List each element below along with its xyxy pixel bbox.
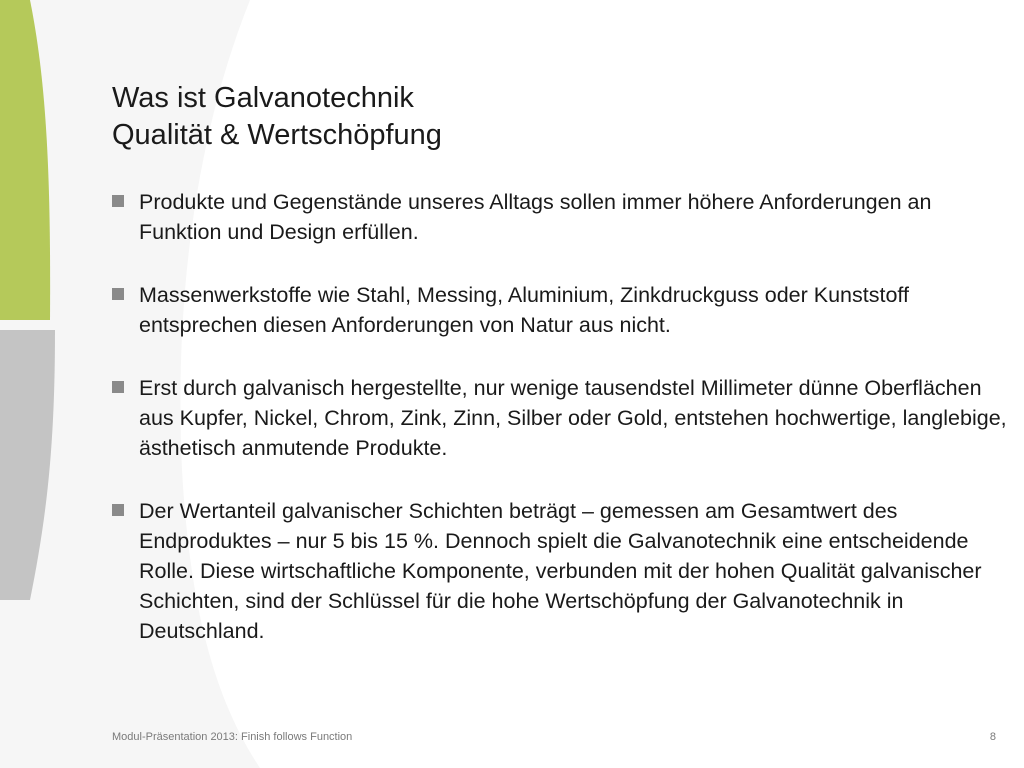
square-bullet-icon — [112, 504, 124, 516]
square-bullet-icon — [112, 381, 124, 393]
bullet-text: Massenwerkstoffe wie Stahl, Messing, Aluminium, Zinkdruckguss oder Kunststoff entsprechen diesen Anforderungen von Natur aus nicht. — [139, 283, 909, 337]
bullet-text: Erst durch galvanisch hergestellte, nur wenige tausendstel Millimeter dünne Oberflächen aus Kupfer, Nickel, Chrom, Zink, Zinn, Silber oder Gold, entstehen hochwertige, langlebige, ästhetisch anmutende Produkte. — [139, 376, 1007, 460]
title-line-2: Qualität & Wertschöpfung — [112, 119, 442, 151]
bullet-item — [112, 373, 1007, 463]
bullet-list — [112, 187, 1007, 679]
bullet-item — [112, 496, 1007, 646]
page-number: 8 — [989, 731, 996, 743]
bullet-text: Produkte und Gegenstände unseres Alltags sollen immer höhere Anforderungen an Funktion und Design erfüllen. — [139, 190, 932, 244]
footer-text: Modul-Präsentation 2013: Finish follows Function — [112, 731, 353, 743]
bullet-item — [112, 280, 1007, 340]
bullet-text: Der Wertanteil galvanischer Schichten beträgt – gemessen am Gesamtwert des Endproduktes – nur 5 bis 15 %. Dennoch spielt die Galvanotechnik eine entscheidende Rolle. Diese wirtschaftliche Komponente, verbunden mit der hohen Qualität galvanischer Schichten, sind der Schlüssel für die hohe Wertschöpfung der Galvanotechnik in Deutschland. — [139, 499, 982, 643]
square-bullet-icon — [112, 195, 124, 207]
bullet-item — [112, 187, 1007, 247]
slide-title — [112, 80, 442, 154]
title-line-1: Was ist Galvanotechnik — [112, 82, 414, 114]
square-bullet-icon — [112, 288, 124, 300]
